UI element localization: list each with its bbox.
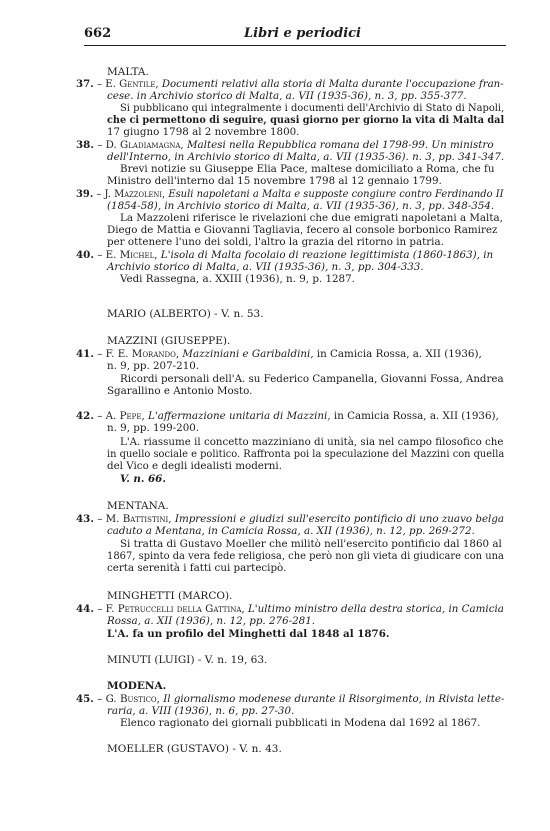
- entry-39-line-2: (1854-58), in Archivio storico di Malta, a. VII (1935-36), n. 3, pp. 348-354.: [107, 200, 495, 212]
- xref-mario: MARIO (ALBERTO) - V. n. 53.: [107, 308, 264, 320]
- entry-37-line-2: cese. in Archivio storico di Malta, a. VII (1935-36), n. 3, pp. 355-377.: [107, 90, 467, 102]
- running-title: Libri e periodici: [244, 26, 361, 41]
- entry-38-line-2: dell'Interno, in Archivio storico di Malta, a. VII (1935-36). n. 3, pp. 341-347.: [107, 151, 505, 163]
- entry-43-note-1: Si tratta di Gustavo Moeller che militò nell'esercito pontificio dal 1860 al: [120, 538, 502, 550]
- header-rule: [84, 45, 506, 46]
- entry-43-line-2: caduto a Mentana, in Camicia Rossa, a. XII (1936), n. 12, pp. 269-272.: [107, 525, 475, 537]
- entry-40-note-1: Vedi Rassegna, a. XXIII (1936), n. 9, p. 1287.: [120, 273, 355, 285]
- xref-moeller: MOELLER (GUSTAVO) - V. n. 43.: [107, 743, 282, 755]
- entry-45-line-2: raria, a. VIII (1936), n. 6, pp. 27-30.: [107, 705, 295, 717]
- entry-41-line-1: 41. – F. E. Morando, Mazziniani e Garibaldini, in Camicia Rossa, a. XII (1936),: [76, 348, 482, 360]
- entry-40-line-1: 40. – E. Michel, L'isola di Malta focolaio di reazione legittimista (1860-1863), in: [76, 249, 494, 261]
- entry-42-xref: V. n. 66.: [120, 473, 166, 485]
- entry-40-line-2: Archivio storico di Malta, a. VII (1935-36), n. 3, pp. 304-333.: [107, 261, 424, 273]
- entry-43-note-3: certa serenità i fatti cui partecipò.: [107, 562, 287, 574]
- entry-41-line-2: n. 9, pp. 207-210.: [107, 360, 200, 372]
- entry-37-note-1: Si pubblicano qui integralmente i documenti dell'Archivio di Stato di Napoli,: [120, 102, 505, 114]
- entry-38-note-1: Brevi notizie su Giuseppe Elia Pace, maltese domiciliato a Roma, che fu: [120, 163, 495, 175]
- section-heading-mazzini: MAZZINI (GIUSEPPE).: [107, 335, 231, 347]
- entry-42-note-2: in quello sociale e politico. Raffronta poi la speculazione del Mazzini con quella: [107, 448, 505, 460]
- entry-42-note-3: del Vico e degli idealisti moderni.: [107, 460, 283, 472]
- entry-38-note-2: Ministro dell'interno dal 15 novembre 1798 al 12 gennaio 1799.: [107, 175, 442, 187]
- entry-38-line-1: 38. – D. Gladiamagna, Maltesi nella Repubblica romana del 1798-99. Un ministro: [76, 139, 494, 151]
- entry-39-note-3: per ottenere l'uno dei soldi, l'altro la grazia del ritorno in patria.: [107, 236, 444, 248]
- section-heading-modena: MODENA.: [107, 680, 167, 692]
- entry-41-note-1: Ricordi personali dell'A. su Federico Campanella, Giovanni Fossa, Andrea: [120, 373, 504, 385]
- section-heading-minghetti: MINGHETTI (MARCO).: [107, 590, 233, 602]
- xref-minuti: MINUTI (LUIGI) - V. n. 19, 63.: [107, 654, 268, 666]
- section-heading-malta: MALTA.: [107, 66, 149, 78]
- entry-41-note-2: Sgarallino e Antonio Mosto.: [107, 385, 253, 397]
- entry-39-note-1: La Mazzoleni riferisce le rivelazioni che due emigrati napoletani a Malta,: [120, 212, 503, 224]
- entry-42-line-2: n. 9, pp. 199-200.: [107, 422, 200, 434]
- entry-42-line-1: 42. – A. Pepe, L'affermazione unitaria di Mazzini, in Camicia Rossa, a. XII (1936),: [76, 410, 499, 422]
- entry-45-line-1: 45. – G. Bustico, Il giornalismo modenese durante il Risorgimento, in Rivista lette-: [76, 693, 505, 705]
- entry-37-note-3: 17 giugno 1798 al 2 novembre 1800.: [107, 126, 300, 138]
- entry-43-note-2: 1867, spinto da vera fede religiosa, che però non gli vieta di giudicare con una: [107, 550, 504, 562]
- running-header: [84, 26, 464, 44]
- entry-43-line-1: 43. – M. Battistini, Impressioni e giudizi sull'esercito pontificio di uno zuavo belga: [76, 513, 505, 525]
- entry-37-line-1: 37. – E. Gentile, Documenti relativi alla storia di Malta durante l'occupazione fran-: [76, 78, 504, 90]
- entry-45-note-1: Elenco ragionato dei giornali pubblicati in Modena dal 1692 al 1867.: [120, 717, 481, 729]
- entry-39-note-2: Diego de Mattia e Giovanni Tagliavia, fecero al console borbonico Ramirez: [107, 224, 498, 236]
- entry-44-line-2: Rossa, a. XII (1936), n. 12, pp. 276-281.: [107, 615, 316, 627]
- entry-44-line-1: 44. – F. Petruccelli della Gattina, L'ultimo ministro della destra storica, in Camicia: [76, 603, 504, 615]
- entry-39-line-1: 39. – J. Mazzoleni, Esuli napoletani a Malta e supposte congiure contro Ferdinando II: [76, 188, 504, 200]
- entry-37-note-2: che ci permettono di seguire, quasi giorno per giorno la vita di Malta dal: [107, 114, 505, 126]
- section-heading-mentana: MENTANA.: [107, 500, 169, 512]
- page-number: 662: [84, 26, 112, 41]
- entry-44-note-1: L'A. fa un profilo del Minghetti dal 1848 al 1876.: [107, 628, 390, 640]
- entry-42-note-1: L'A. riassume il concetto mazziniano di unità, sia nel campo filosofico che: [120, 436, 504, 448]
